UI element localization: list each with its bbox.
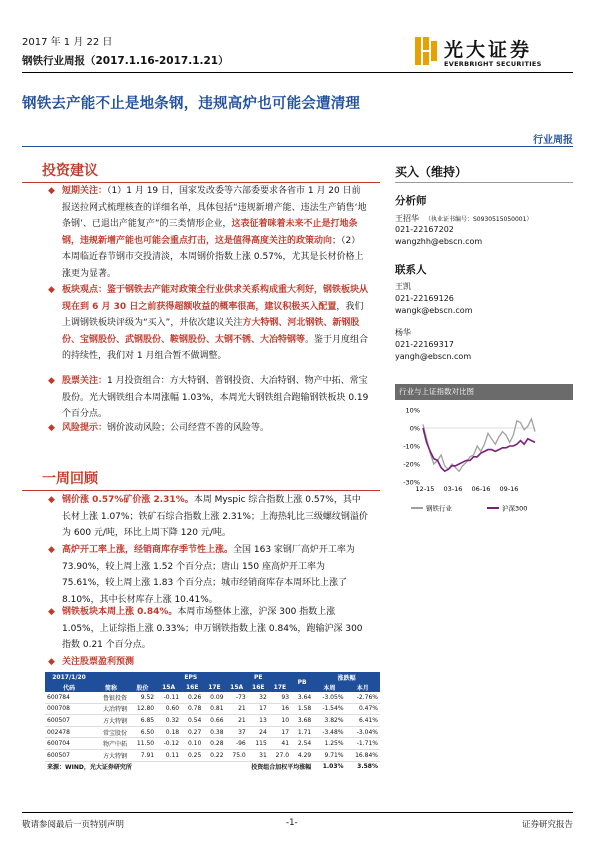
legend-label: 沪深300: [502, 504, 528, 513]
table-footer-row: [45, 761, 380, 772]
table-cell: 115: [248, 738, 269, 750]
table-cell: 32: [248, 692, 269, 703]
bullet-lead: 钢铁板块本周上涨 0.84%。: [62, 607, 178, 617]
table-cell: 600507: [45, 715, 93, 727]
table-cell: 13: [248, 715, 269, 727]
col-eps-16e: 16E: [181, 682, 203, 692]
table-cell: -0.12: [156, 738, 181, 750]
bullet-highlight: 这表征着咪着未来不止是打地条钢，违规新增产能也可能会重点打击，这是值得高度关注的政策动向: [62, 219, 358, 246]
table-cell: -73: [226, 692, 248, 703]
table-cell: 物产中拓: [93, 738, 129, 750]
contact-email[interactable]: wangk@ebscn.com: [395, 306, 473, 315]
rating: 买入（维持）: [395, 165, 468, 179]
category-tag: 行业周报: [533, 135, 573, 146]
table-cell: 7.91: [129, 749, 156, 761]
table-cell: 2.54: [291, 738, 313, 750]
everbright-logo-icon: [415, 37, 437, 65]
x-tick-label: 06-16: [471, 485, 491, 493]
analyst-heading: 分析师: [395, 195, 427, 207]
table-cell: 0.54: [181, 715, 203, 727]
table-row: [45, 749, 380, 761]
bullet-text: 钢价波动风险；公司经营不善的风险等。: [107, 423, 270, 433]
table-cell: 0.25: [181, 749, 203, 761]
report-date: 2017 年 1 月 22 日: [22, 37, 113, 48]
section-divider: [22, 490, 380, 491]
table-cell: 41: [269, 738, 291, 750]
table-cell: 600704: [45, 738, 93, 750]
contact-phone: 021-22169317: [395, 340, 454, 349]
table-cell: 6.50: [129, 726, 156, 738]
bullet-steel-price: [48, 492, 369, 542]
logo-text: 光大证券: [444, 39, 533, 61]
bullet-lead: 钢价涨 0.57%矿价涨 2.31%。: [62, 495, 194, 505]
table-cell: 12.80: [129, 703, 156, 715]
table-cell: 3.64: [291, 692, 313, 703]
bullet-text: 1 月投资组合：方大特钢、普钢投资、大冶特钢、物产中拓、常宝股份。光大钢铁组合本周涨幅 1.03%，本周光大钢铁组合跑输钢铁板块 0.19 个百分点。: [62, 376, 369, 419]
table-row: [45, 715, 380, 727]
table-cell: -3.48%: [313, 726, 345, 738]
col-week: 本周: [313, 682, 345, 692]
index-comparison-chart: [395, 402, 573, 520]
table-cell: 方大特钢: [93, 715, 129, 727]
headline-divider: [22, 146, 573, 147]
rating-divider: [395, 182, 573, 183]
bullet-text: （1）1 月 19 日，国家发改委等六部委要求各省市 1 月 20 日前报送拉网式梳理核查的详细名单，具体包括“违规新增产能、违法生产销售‘地条钢’、已退出产能复产”的三类情形企业，: [62, 186, 367, 229]
col-group-eps: EPS: [156, 672, 225, 682]
analyst-email[interactable]: wangzhh@ebscn.com: [395, 237, 483, 246]
y-tick-label: 10%: [405, 406, 420, 415]
bullet-lead: 风险提示：: [62, 423, 108, 433]
table-cell: 0.18: [156, 726, 181, 738]
diamond-bullet-icon: ◆: [48, 545, 55, 555]
header-divider: [22, 72, 573, 73]
bullet-text: 本周市场整体上涨，沪深 300 指数上涨 1.05%，上证综指上涨 0.33%；申万钢铁指数上涨 0.84%，跑输沪深 300 指数 0.21 个百分点。: [62, 607, 363, 650]
table-cell: 3.68: [291, 715, 313, 727]
table-cell: 0.47%: [346, 703, 380, 715]
col-code: 代码: [45, 682, 93, 692]
bullet-lead: 股票关注：: [62, 376, 108, 386]
table-row: [45, 692, 380, 703]
col-pe-17e: 17E: [269, 682, 291, 692]
bullet-lead: 板块观点：: [62, 285, 108, 295]
table-row: [45, 726, 380, 738]
diamond-bullet-icon: ◆: [48, 376, 55, 386]
table-cell: 0.26: [181, 692, 203, 703]
table-cell: 0.78: [181, 703, 203, 715]
bullet-text: ，我们上调钢铁板块评级为“买入”，并依次建议关注: [62, 301, 364, 328]
table-cell: 16: [269, 703, 291, 715]
legend-label: 钢铁行业: [426, 504, 452, 513]
bullet-text: ；（2）本周临近春节钢市交投清淡，本周钢价指数上涨 0.57%，尤其是长材价格上涨更为显著。: [62, 235, 364, 279]
table-cell: 16.84%: [346, 749, 380, 761]
table-cell: 1.71: [291, 726, 313, 738]
table-cell: 002478: [45, 726, 93, 738]
bullet-highlight: 鉴于钢铁去产能对政策全行业供求关系构成重大利好，钢铁板块从现在到 6 月 30 日之前获得超额收益的概率很高，建议积极买入配置: [62, 285, 369, 312]
table-cell: 600507: [45, 749, 93, 761]
table-subheader-row: [45, 682, 380, 692]
bullet-short-term: [48, 183, 369, 282]
bullet-lead: 高炉开工率上涨，经销商库存季节性上涨。: [62, 545, 234, 555]
table-cell: 75.0: [226, 749, 248, 761]
x-tick-label: 12-15: [415, 485, 435, 493]
diamond-bullet-icon: ◆: [48, 495, 55, 505]
analyst-name: 王招华: [395, 214, 419, 223]
table-row: [45, 703, 380, 715]
table-cell: 鲁银投资: [93, 692, 129, 703]
diamond-bullet-icon: ◆: [48, 657, 55, 667]
y-tick-label: -10%: [403, 442, 420, 451]
bullet-sector-performance: [48, 604, 369, 654]
table-cell: 6.85: [129, 715, 156, 727]
footer-report-type: 证券研究报告: [521, 820, 573, 830]
table-cell: 17: [269, 726, 291, 738]
table-cell: 0.60: [156, 703, 181, 715]
footer-divider: [22, 812, 573, 813]
portfolio-month: 3.58%: [357, 763, 378, 771]
table-cell: 0.28: [203, 738, 225, 750]
diamond-bullet-icon: ◆: [48, 285, 55, 295]
y-tick-label: 0%: [409, 424, 420, 433]
logo-english-text: EVERBRIGHT SECURITIES: [444, 60, 542, 68]
bullet-blast-furnace: [48, 542, 369, 608]
table-cell: 000708: [45, 703, 93, 715]
diamond-bullet-icon: ◆: [48, 423, 55, 433]
table-cell: 10: [269, 715, 291, 727]
footer-disclaimer: 敬请参阅最后一页特别声明: [22, 820, 125, 830]
table-cell: 24: [248, 726, 269, 738]
bullet-sector-view: [48, 282, 369, 365]
table-cell: 31: [248, 749, 269, 761]
table-cell: 0.22: [203, 749, 225, 761]
table-cell: -1.54%: [313, 703, 345, 715]
table-cell: -2.76%: [346, 692, 380, 703]
analyst-phone: 021-22167202: [395, 225, 454, 234]
contact-phone: 021-22169126: [395, 294, 454, 303]
contact-heading: 联系人: [395, 264, 427, 276]
col-group-change: 涨跌幅: [313, 672, 380, 682]
portfolio-label: 投资组合加权平均涨幅: [251, 764, 312, 772]
table-cell: 方大特钢: [93, 749, 129, 761]
table-cell: 93: [269, 692, 291, 703]
table-cell: 大冶特钢: [93, 703, 129, 715]
table-cell: -3.04%: [346, 726, 380, 738]
col-group-pb: PB: [291, 672, 313, 692]
bullet-risk: [48, 420, 369, 437]
report-title: 钢铁行业周报（2017.1.16-2017.1.21）: [22, 55, 229, 67]
bullet-lead: 短期关注：: [62, 186, 108, 196]
col-eps-17e: 17E: [203, 682, 225, 692]
y-tick-label: -30%: [403, 478, 420, 487]
table-cell: 9.52: [129, 692, 156, 703]
table-cell: 4.29: [291, 749, 313, 761]
table-cell: 0.10: [181, 738, 203, 750]
col-pe-15a: 15A: [226, 682, 248, 692]
contact-name: 王凯: [395, 282, 411, 291]
table-cell: 37: [226, 726, 248, 738]
table-cell: 17: [248, 703, 269, 715]
earnings-forecast-table: [45, 672, 380, 772]
table-cell: 0.66: [203, 715, 225, 727]
bullet-lead: 关注股票盈利预测: [62, 657, 135, 667]
table-cell: 6.41%: [346, 715, 380, 727]
portfolio-week: 1.03%: [322, 763, 344, 771]
chart-title: 行业与上证指数对比图: [395, 384, 573, 400]
contact-email[interactable]: yangh@ebscn.com: [395, 352, 472, 361]
table-cell: 1.58: [291, 703, 313, 715]
x-tick-label: 03-16: [443, 485, 463, 493]
bullet-earnings-forecast: [48, 654, 369, 671]
table-source: 来源：WIND，光大证券研究所: [47, 764, 132, 772]
x-tick-label: 09-16: [499, 485, 519, 493]
table-cell: 9.71%: [313, 749, 345, 761]
table-cell: 21: [226, 703, 248, 715]
bullet-text: 本周 Myspic 综合指数上涨 0.57%，其中长材上涨 1.07%；铁矿石综合指数上涨 2.31%；上海热轧比三级螺纹钢溢价为 600 元/吨，环比上周下降 120 元/吨。: [62, 495, 368, 538]
page-number: -1-: [286, 818, 298, 828]
table-cell: 0.32: [156, 715, 181, 727]
table-cell: 27.0: [269, 749, 291, 761]
col-eps-15a: 15A: [156, 682, 181, 692]
table-cell: 0.27: [181, 726, 203, 738]
col-pe-16e: 16E: [248, 682, 269, 692]
table-cell: 1.25%: [313, 738, 345, 750]
table-cell: -0.11: [156, 692, 181, 703]
y-tick-label: -20%: [403, 460, 420, 469]
col-name: 简称: [93, 682, 129, 692]
bullet-text: 。鉴于月度组合的持续性，我们对 1 月组合暂不做调整。: [62, 334, 369, 361]
table-cell: 21: [226, 715, 248, 727]
table-cell: 0.09: [203, 692, 225, 703]
bullet-highlight: 方大特钢、河北钢铁、新钢股份、宝钢股份、武钢股份、鞍钢股份、太钢不锈、大冶特钢等: [62, 318, 360, 345]
col-month: 本月: [346, 682, 380, 692]
table-cell: 0.38: [203, 726, 225, 738]
table-cell: 600784: [45, 692, 93, 703]
table-cell: -1.71%: [346, 738, 380, 750]
table-cell: 3.82%: [313, 715, 345, 727]
col-price: 股价: [129, 682, 156, 692]
table-date: 2017/1/20: [45, 672, 93, 682]
table-cell: 0.81: [203, 703, 225, 715]
table-row: [45, 738, 380, 750]
col-group-pe: PE: [226, 672, 291, 682]
diamond-bullet-icon: ◆: [48, 186, 55, 196]
section-title-investment: 投资建议: [42, 163, 98, 179]
table-cell: 0.11: [156, 749, 181, 761]
table-cell: -3.05%: [313, 692, 345, 703]
table-cell: -96: [226, 738, 248, 750]
table-cell: 常宝股份: [93, 726, 129, 738]
section-title-review: 一周回顾: [42, 471, 98, 487]
table-cell: 11.50: [129, 738, 156, 750]
bullet-stock-focus: [48, 373, 369, 423]
table-header-row: [45, 672, 380, 682]
diamond-bullet-icon: ◆: [48, 607, 55, 617]
page-headline: 钢铁去产能不止是地条钢，违规高炉也可能会遭清理: [22, 96, 361, 112]
analyst-cert: （执业证书编号：S0930515050001）: [425, 216, 533, 223]
bullet-text: 全国 163 家钢厂高炉开工率为 73.90%，较上周上涨 1.52 个百分点；唐山 150 座高炉开工率为 75.61%，较上周上涨 1.83 个百分点；城市经销商库存本周环比上涨了 8.10%，其中长材库存上涨 10.41%。: [62, 545, 355, 605]
contact-name: 杨华: [395, 328, 411, 337]
